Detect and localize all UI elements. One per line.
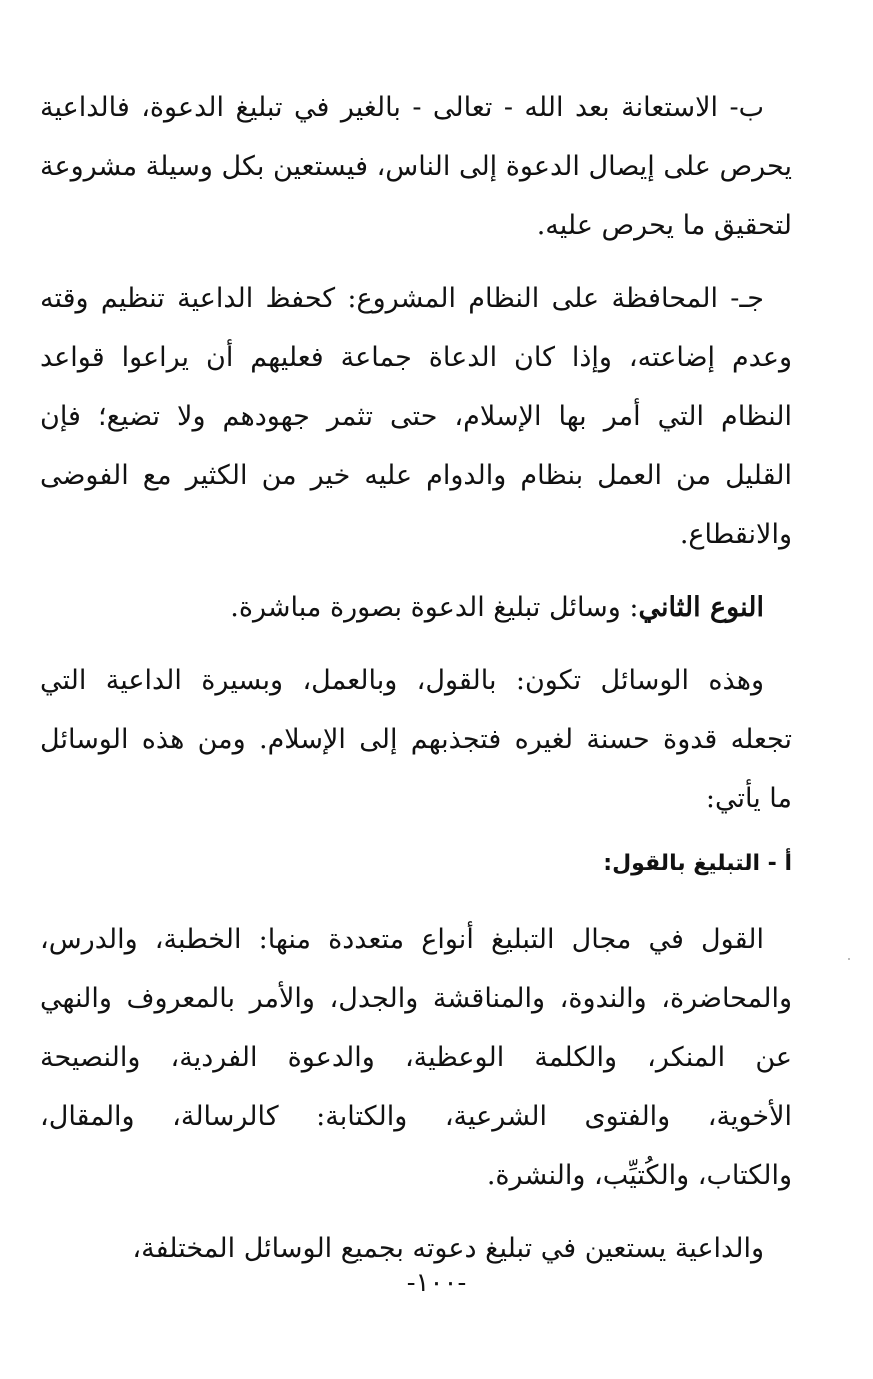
text-line: والكتاب، والكُتيِّب، والنشرة. bbox=[486, 1160, 792, 1191]
type-two-label: النوع الثاني bbox=[638, 592, 764, 623]
text-line: عن المنكر، والكلمة الوعظية، والدعوة الفردية، والنصيحة bbox=[40, 1042, 792, 1073]
paragraph-b bbox=[40, 78, 792, 255]
text-line: جـ- المحافظة على النظام المشروع: كحفظ الداعية تنظيم وقته bbox=[40, 283, 764, 314]
section-heading: أ - التبليغ بالقول: bbox=[603, 851, 792, 876]
text-line: الأخوية، والفتوى الشرعية، والكتابة: كالرسالة، والمقال، bbox=[40, 1101, 792, 1132]
text-line: تجعله قدوة حسنة لغيره فتجذبهم إلى الإسلام. ومن هذه الوسائل bbox=[40, 724, 792, 755]
paragraph-speech bbox=[40, 910, 792, 1205]
text-line: لتحقيق ما يحرص عليه. bbox=[536, 210, 792, 241]
text-line: ب- الاستعانة بعد الله - تعالى - بالغير في تبليغ الدعوة، فالداعية bbox=[40, 92, 764, 123]
text-line: يحرص على إيصال الدعوة إلى الناس، فيستعين بكل وسيلة مشروعة bbox=[40, 151, 792, 182]
page-number: -١٠٠- bbox=[406, 1268, 467, 1298]
text-line: القليل من العمل بنظام والدوام عليه خير من الكثير مع الفوضى bbox=[40, 460, 792, 491]
paragraph-type-two bbox=[40, 578, 792, 637]
paragraph-means bbox=[40, 651, 792, 828]
scan-speck bbox=[848, 958, 850, 960]
text-line: وعدم إضاعته، وإذا كان الدعاة جماعة فعليهم أن يراعوا قواعد bbox=[40, 342, 792, 373]
text-line: النظام التي أمر بها الإسلام، حتى تثمر جهودهم ولا تضيع؛ فإن bbox=[40, 401, 792, 432]
text-line: والانقطاع. bbox=[679, 519, 792, 550]
type-two-rest: : وسائل تبليغ الدعوة بصورة مباشرة. bbox=[230, 592, 639, 623]
text-line: والمحاضرة، والندوة، والمناقشة والجدل، والأمر بالمعروف والنهي bbox=[40, 983, 792, 1014]
text-line: القول في مجال التبليغ أنواع متعددة منها: الخطبة، والدرس، bbox=[40, 924, 764, 955]
text-line: ما يأتي: bbox=[705, 783, 792, 814]
paragraph-j bbox=[40, 269, 792, 564]
text-line: وهذه الوسائل تكون: بالقول، وبالعمل، وبسيرة الداعية التي bbox=[40, 665, 764, 696]
text-line bbox=[40, 578, 792, 637]
page-body bbox=[40, 78, 792, 1278]
text-line: والداعية يستعين في تبليغ دعوته بجميع الوسائل المختلفة، bbox=[132, 1233, 764, 1264]
